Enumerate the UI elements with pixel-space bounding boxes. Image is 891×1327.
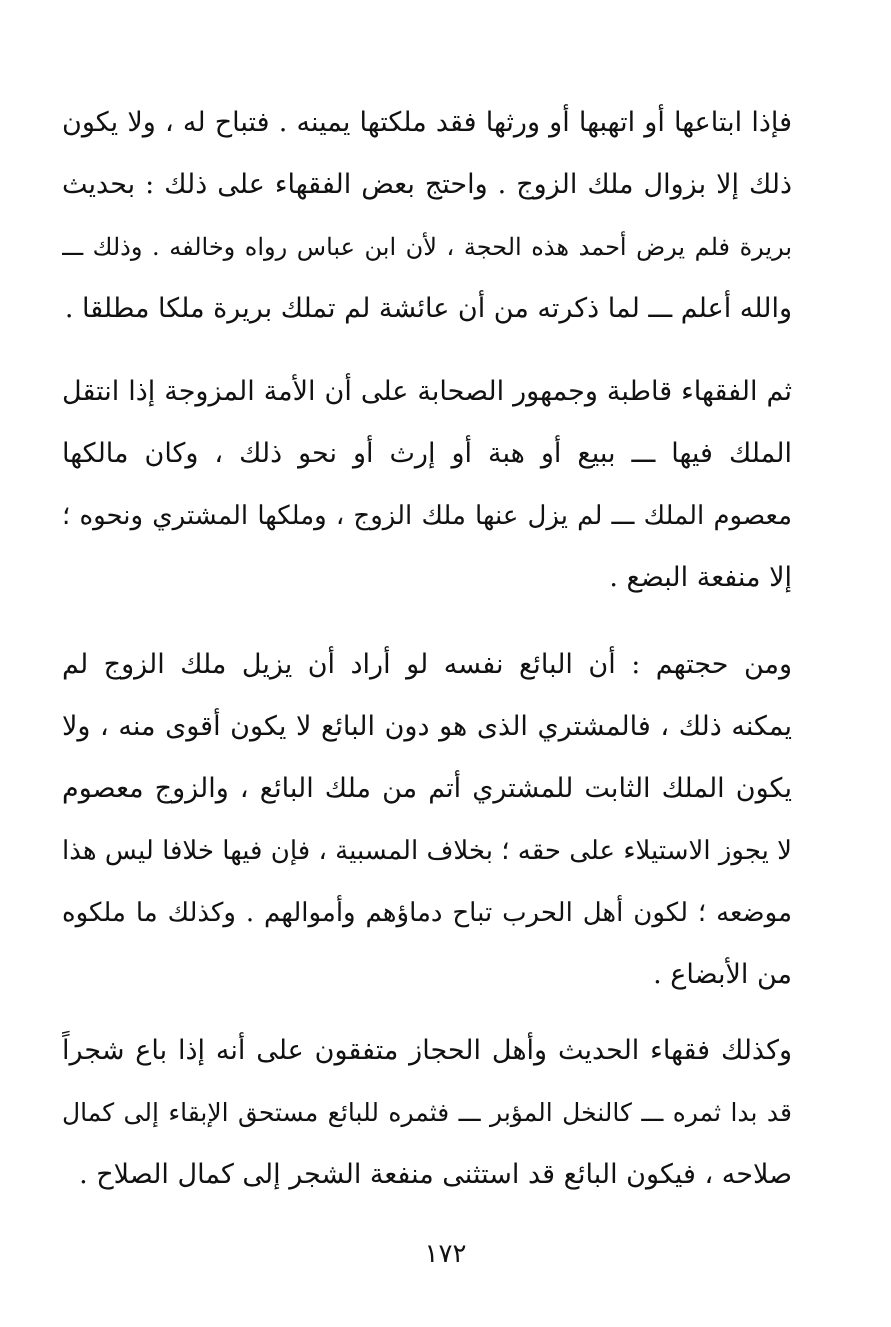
paragraph-2 — [62, 361, 792, 609]
text-line: وكذلك فقهاء الحديث وأهل الحجاز متفقون على أنه إذا باع شجراً — [62, 1035, 792, 1066]
paragraph-1 — [62, 92, 792, 340]
text-line: إلا منفعة البضع . — [609, 562, 792, 593]
page-number: ١٧٢ — [424, 1239, 467, 1269]
text-line: صلاحه ، فيكون البائع قد استثنى منفعة الشجر إلى كمال الصلاح . — [79, 1159, 792, 1190]
text-line: الملك فيها ـــ ببيع أو هبة أو إرث أو نحو ذلك ، وكان مالكها — [62, 438, 792, 469]
paragraph-3 — [62, 634, 792, 1006]
text-line: يكون الملك الثابت للمشتري أتم من ملك البائع ، والزوج معصوم — [62, 773, 792, 804]
text-line: والله أعلم ـــ لما ذكرته من أن عائشة لم تملك بريرة ملكا مطلقا . — [64, 293, 792, 324]
text-line: موضعه ؛ لكون أهل الحرب تباح دماؤهم وأموالهم . وكذلك ما ملكوه — [62, 898, 792, 928]
text-line: معصوم الملك ـــ لم يزل عنها ملك الزوج ، وملكها المشتري ونحوه ؛ — [62, 501, 792, 531]
text-line: يمكنه ذلك ، فالمشتري الذى هو دون البائع لا يكون أقوى منه ، ولا — [62, 711, 792, 742]
text-line: ومن حجتهم : أن البائع نفسه لو أراد أن يزيل ملك الزوج لم — [62, 649, 792, 680]
text-line: ثم الفقهاء قاطبة وجمهور الصحابة على أن الأمة المزوجة إذا انتقل — [62, 376, 792, 407]
text-line: ذلك إلا بزوال ملك الزوج . واحتج بعض الفقهاء على ذلك : بحديث — [62, 169, 792, 200]
paragraph-4 — [62, 1020, 792, 1206]
text-line: فإذا ابتاعها أو اتهبها أو ورثها فقد ملكتها يمينه . فتباح له ، ولا يكون — [62, 107, 792, 138]
text-line: لا يجوز الاستيلاء على حقه ؛ بخلاف المسبية ، فإن فيها خلافا ليس هذا — [62, 836, 792, 866]
text-line: قد بدا ثمره ـــ كالنخل المؤبر ـــ فثمره للبائع مستحق الإبقاء إلى كمال — [62, 1098, 792, 1127]
text-line: بريرة فلم يرض أحمد هذه الحجة ، لأن ابن عباس رواه وخالفه . وذلك ـــ — [62, 233, 792, 261]
text-line: من الأبضاع . — [653, 959, 792, 990]
